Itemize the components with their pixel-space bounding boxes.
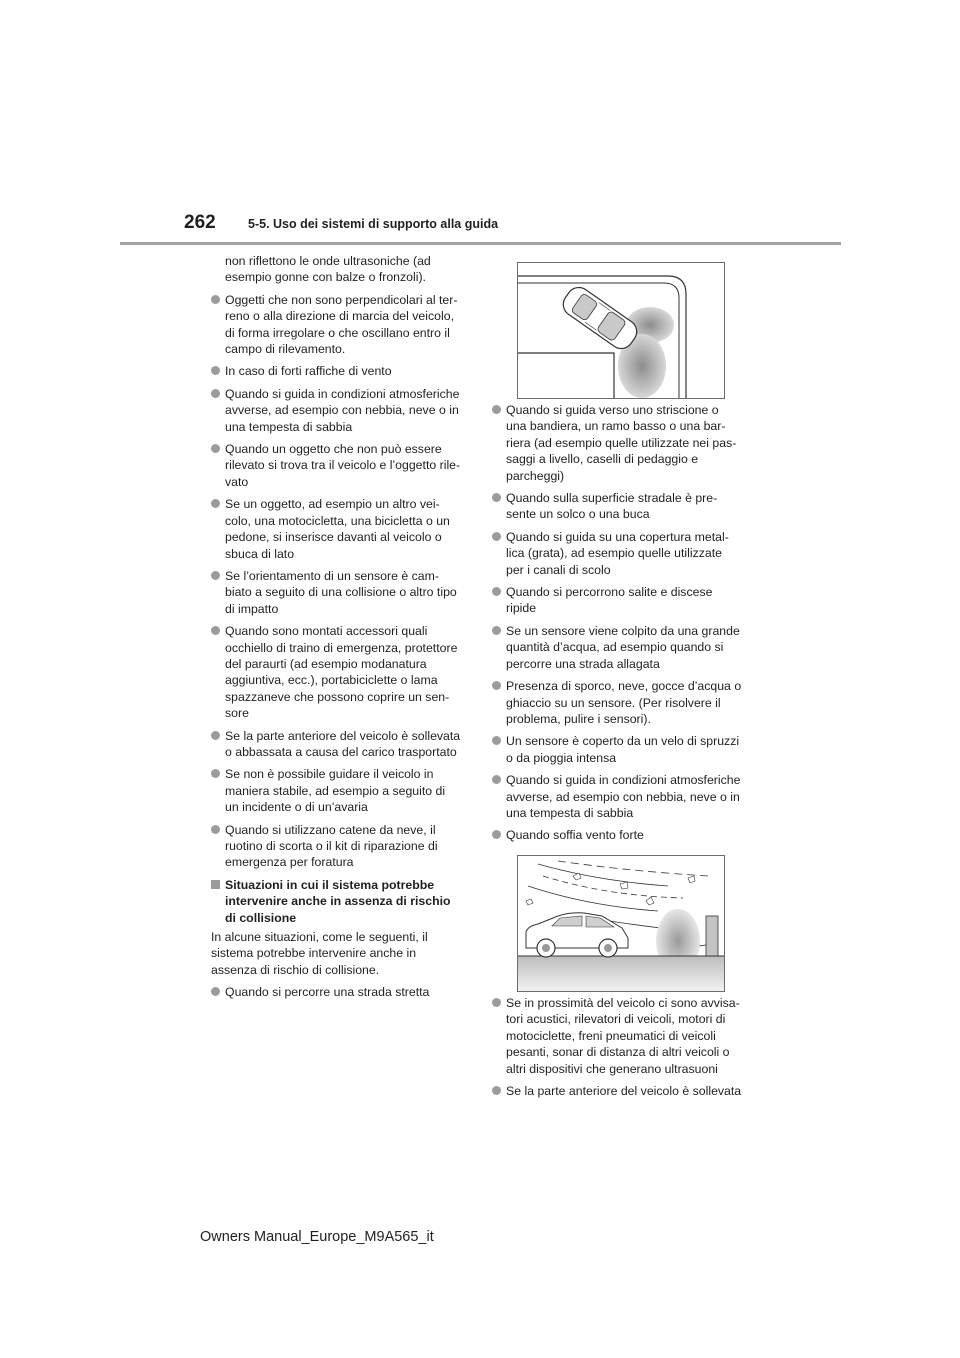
- intro-paragraph: In alcune situazioni, come le seguenti, il sistema potrebbe intervenire anche in assenza di rischio di collisione.: [211, 930, 428, 977]
- bullet-item: Presenza di sporco, neve, gocce d’acqua o ghiaccio su un sensore. (Per risolvere il problema, pulire i sensori).: [492, 678, 760, 727]
- header-divider: [120, 242, 841, 245]
- strong-wind-drawing: [518, 856, 724, 991]
- bullet-icon: [211, 366, 220, 375]
- bullet-icon: [492, 830, 501, 839]
- bullet-icon: [492, 736, 501, 745]
- bullet-icon: [211, 626, 220, 635]
- bullet-icon: [211, 295, 220, 304]
- bullet-icon: [211, 987, 220, 996]
- bullet-item: Quando si percorrono salite e discese ripide: [492, 584, 760, 617]
- bullet-icon: [211, 444, 220, 453]
- bullet-icon: [211, 731, 220, 740]
- bullet-item: Quando un oggetto che non può essere rilevato si trova tra il veicolo e l’oggetto rile- vato: [211, 441, 475, 490]
- bullet-icon: [211, 769, 220, 778]
- bullet-item: Quando si guida in condizioni atmosferiche avverse, ad esempio con nebbia, neve o in una tempesta di sabbia: [492, 772, 760, 821]
- bullet-item: Un sensore è coperto da un velo di spruzzi o da pioggia intensa: [492, 733, 760, 766]
- narrow-road-illustration: [517, 262, 725, 399]
- bullet-icon: [492, 587, 501, 596]
- bullet-icon: [492, 1086, 501, 1095]
- bullet-icon: [492, 998, 501, 1007]
- bullet-icon: [211, 571, 220, 580]
- continuation-text: non riflettono le onde ultrasoniche (ad esempio gonne con balze o fronzoli).: [225, 254, 431, 285]
- bullet-item: Se in prossimità del veicolo ci sono avvisa- tori acustici, rilevatori di veicoli, motori di motociclette, freni pneumatici di veicoli pesanti, sonar di distanza di altri veicoli o altri dispositivi che generano ultrasuoni: [492, 995, 760, 1077]
- bullet-item: Se non è possibile guidare il veicolo in maniera stabile, ad esempio a seguito di un incidente o di un’avaria: [211, 766, 475, 815]
- bullet-item: Quando si guida verso uno striscione o una bandiera, un ramo basso o una bar- riera (ad esempio quelle utilizzate nei pas- saggi a livello, caselli di pedaggio e parcheggi): [492, 402, 760, 484]
- left-column: [211, 253, 475, 1007]
- square-bullet-icon: [211, 880, 220, 889]
- bullet-item: Quando si utilizzano catene da neve, il ruotino di scorta o il kit di riparazione di emergenza per foratura: [211, 822, 475, 871]
- bullet-item: Quando soffia vento forte: [492, 827, 760, 843]
- bullet-item: Oggetti che non sono perpendicolari al ter- reno o alla direzione di marcia del veicolo, di forma irregolare o che oscillano entro il campo di rilevamento.: [211, 292, 475, 358]
- section-title: 5-5. Uso dei sistemi di supporto alla guida: [248, 217, 499, 231]
- bullet-item: Quando si guida in condizioni atmosferiche avverse, ad esempio con nebbia, neve o in una tempesta di sabbia: [211, 386, 475, 435]
- bullet-icon: [211, 389, 220, 398]
- bullet-icon: [211, 499, 220, 508]
- right-column: [492, 402, 760, 850]
- bullet-item: Se l’orientamento di un sensore è cam- biato a seguito di una collisione o altro tipo di impatto: [211, 568, 475, 617]
- right-column-continued: [492, 995, 760, 1105]
- bullet-item: Quando si guida su una copertura metal- lica (grata), ad esempio quelle utilizzate per i canali di scolo: [492, 529, 760, 578]
- bullet-item: Quando sulla superficie stradale è pre- sente un solco o una buca: [492, 490, 760, 523]
- footer-text: Owners Manual_Europe_M9A565_it: [200, 1229, 434, 1245]
- subheading: Situazioni in cui il sistema potrebbe intervenire anche in assenza di rischio di collisione: [211, 877, 475, 926]
- page-number: 262: [184, 212, 216, 233]
- strong-wind-illustration: [517, 855, 725, 992]
- bullet-icon: [492, 775, 501, 784]
- bullet-item: Quando sono montati accessori quali occhiello di traino di emergenza, protettore del paraurti (ad esempio modanatura aggiuntiva, ecc.), portabiciclette o lama spazzaneve che possono coprire un sen- sore: [211, 623, 475, 721]
- bullet-icon: [492, 626, 501, 635]
- bullet-item: Se un oggetto, ad esempio un altro vei- colo, una motocicletta, una bicicletta o un pedone, si inserisce davanti al veicolo o sbuca di lato: [211, 496, 475, 562]
- bullet-icon: [492, 681, 501, 690]
- bullet-icon: [211, 825, 220, 834]
- bullet-item: Quando si percorre una strada stretta: [211, 984, 475, 1000]
- bullet-item: Se un sensore viene colpito da una grande quantità d’acqua, ad esempio quando si percorre una strada allagata: [492, 623, 760, 672]
- bullet-icon: [492, 405, 501, 414]
- bullet-icon: [492, 532, 501, 541]
- narrow-road-drawing: [518, 263, 724, 398]
- bullet-icon: [492, 493, 501, 502]
- bullet-item: In caso di forti raffiche di vento: [211, 363, 475, 379]
- bullet-item: Se la parte anteriore del veicolo è sollevata o abbassata a causa del carico trasportato: [211, 728, 475, 761]
- bullet-item: Se la parte anteriore del veicolo è sollevata: [492, 1083, 760, 1099]
